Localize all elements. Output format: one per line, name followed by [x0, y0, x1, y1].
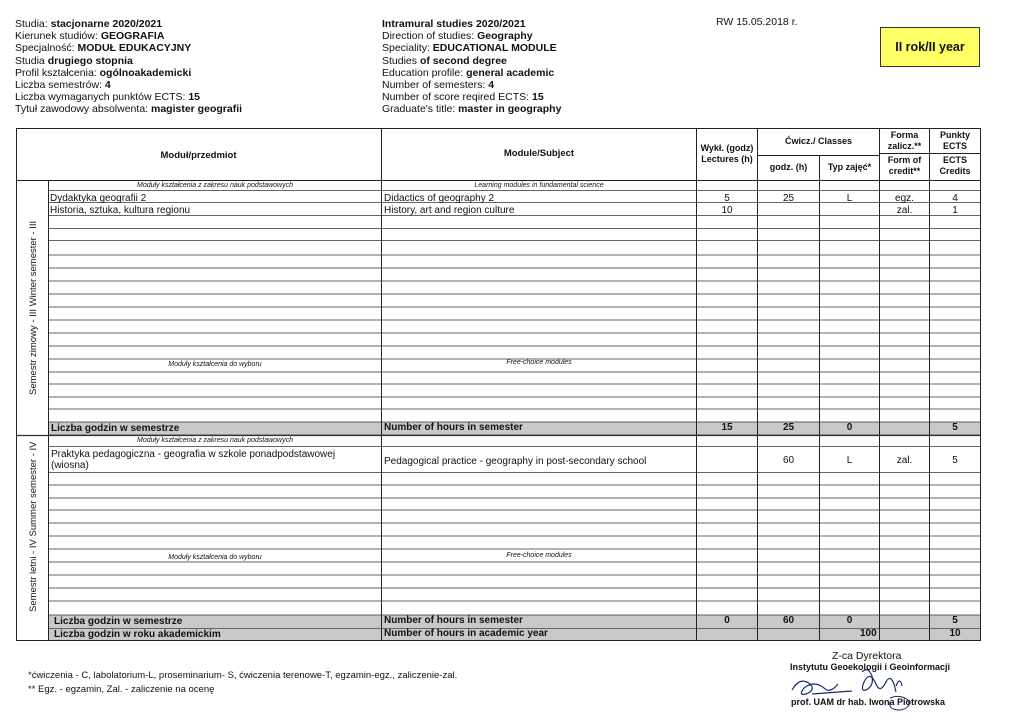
- col-header-forma-pl: Forma zalicz.**: [887, 130, 922, 151]
- stamp-line-1: Z-ca Dyrektora: [832, 650, 902, 662]
- header-line: Speciality: EDUCATIONAL MODULE: [382, 42, 557, 55]
- footnote-class-types: *ćwiczenia - C, labolatorium-L, proseminarium- S, ćwiczenia terenowe-T, egzamin-egz., zaliczenie-zal.: [28, 670, 458, 681]
- col-header-lectures: Wykł. (godz) Lectures (h): [700, 143, 754, 164]
- col-header-typ: Typ zajęć*: [827, 162, 872, 172]
- header-line: Number of semesters: 4: [382, 79, 495, 92]
- classes-hours: 60: [782, 455, 795, 466]
- free-choice-en: Free-choice modules: [506, 552, 572, 559]
- class-type: L: [846, 455, 853, 466]
- year-total-hours: 100: [860, 628, 877, 639]
- subject-en: Pedagogical practice - geography in post-secondary school: [384, 456, 647, 467]
- ects-points: 4: [952, 193, 958, 204]
- summer-sum-type: 0: [846, 615, 853, 626]
- year-sum-pl: Liczba godzin w roku akademickim: [54, 629, 221, 640]
- lectures-hours: 10: [721, 205, 733, 216]
- header-line: Studia drugiego stopnia: [15, 54, 133, 67]
- classes-hours: 25: [782, 193, 795, 204]
- header-line: Specjalność: MODUŁ EDUKACYJNY: [15, 42, 192, 55]
- col-header-modul-en: Module/Subject: [503, 148, 575, 159]
- header-line: Liczba semestrów: 4: [15, 79, 111, 92]
- stamp-line-2: Instytutu Geoekologii i Geoinformacji: [790, 662, 951, 672]
- fundamental-modules-en: Learning modules in fundamental science: [474, 182, 604, 189]
- summer-sum-pl: Liczba godzin w semestrze: [54, 616, 183, 627]
- summer-sum-lectures: 0: [724, 615, 730, 626]
- header-line: Tytuł zawodowy absolwenta: magister geografii: [15, 103, 243, 116]
- year-total-ects: 10: [949, 628, 961, 639]
- footnote-credit-forms: ** Egz. - egzamin, Zal. - zaliczenie na ocenę: [28, 684, 215, 695]
- col-header-modul-pl: Moduł/przedmiot: [160, 150, 237, 161]
- free-choice-en: Free-choice modules: [506, 359, 572, 366]
- subject-en: Didactics of geography 2: [384, 193, 495, 204]
- header-line: Direction of studies: Geography: [382, 30, 533, 43]
- winter-sum-ects: 5: [952, 422, 958, 433]
- winter-sum-lectures: 15: [721, 422, 733, 433]
- winter-sum-classes: 25: [782, 422, 795, 433]
- free-choice-pl: Moduły kształcenia do wyboru: [168, 361, 262, 368]
- winter-semester-label: Semestr zimowy - III Winter semester - III: [28, 220, 39, 395]
- header-line: Studies of second degree: [382, 54, 507, 67]
- credit-form: zal.: [896, 205, 913, 216]
- col-header-godz: godz. (h): [769, 162, 808, 172]
- summer-sum-ects: 5: [952, 615, 958, 626]
- col-header-punkty: Punkty ECTS: [939, 130, 970, 151]
- winter-sum-type: 0: [846, 422, 853, 433]
- year-sum-en: Number of hours in academic year: [384, 628, 548, 639]
- summer-semester-label: Semestr letni - IV Summer semester - IV: [28, 441, 39, 612]
- header-line: Liczba wymaganych punktów ECTS: 15: [15, 91, 201, 104]
- header-line: Number of score reqired ECTS: 15: [382, 91, 544, 104]
- fundamental-modules-pl: Moduły kształcenia z zakresu nauk podstawowych: [136, 437, 294, 444]
- col-header-classes: Ćwicz./ Classes: [784, 136, 853, 146]
- class-type: L: [846, 193, 853, 204]
- winter-sum-pl: Liczba godzin w semestrze: [51, 423, 180, 434]
- col-header-ects-credits: ECTS Credits: [939, 155, 971, 176]
- subject-pl: Dydaktyka geografii 2: [50, 193, 147, 204]
- revision-date: RW 15.05.2018 r.: [716, 16, 798, 28]
- credit-form: egz.: [895, 193, 914, 204]
- header-line: Kierunek studiów: GEOGRAFIA: [15, 30, 165, 43]
- lectures-hours: 5: [724, 193, 730, 204]
- credit-form: zal.: [896, 455, 913, 466]
- stamp-line-3: prof. UAM dr hab. Iwona Piotrowska: [791, 697, 946, 707]
- free-choice-pl: Moduły kształcenia do wyboru: [168, 554, 262, 561]
- header-line: Studia: stacjonarne 2020/2021: [15, 18, 163, 30]
- winter-sum-en: Number of hours in semester: [384, 422, 523, 433]
- summer-sum-en: Number of hours in semester: [384, 615, 523, 626]
- subject-pl: Praktyka pedagogiczna - geografia w szkole ponadpodstawowej (wiosna): [51, 449, 336, 471]
- header-line: Graduate's title: master in geography: [382, 103, 562, 116]
- summer-sum-classes: 60: [782, 615, 795, 626]
- year-badge: II rok/II year: [880, 27, 980, 67]
- col-header-forma-en: Form of credit**: [887, 155, 922, 176]
- header-line: Intramural studies 2020/2021: [382, 18, 526, 30]
- subject-pl: Historia, sztuka, kultura regionu: [50, 205, 191, 216]
- ects-points: 1: [952, 205, 958, 216]
- subject-en: History, art and region culture: [384, 205, 515, 216]
- header-line: Education profile: general academic: [382, 66, 555, 79]
- header-line: Profil kształcenia: ogólnoakademicki: [15, 66, 192, 79]
- fundamental-modules-pl: Moduły kształcenia z zakresu nauk podstawowych: [136, 182, 294, 189]
- ects-points: 5: [952, 455, 958, 466]
